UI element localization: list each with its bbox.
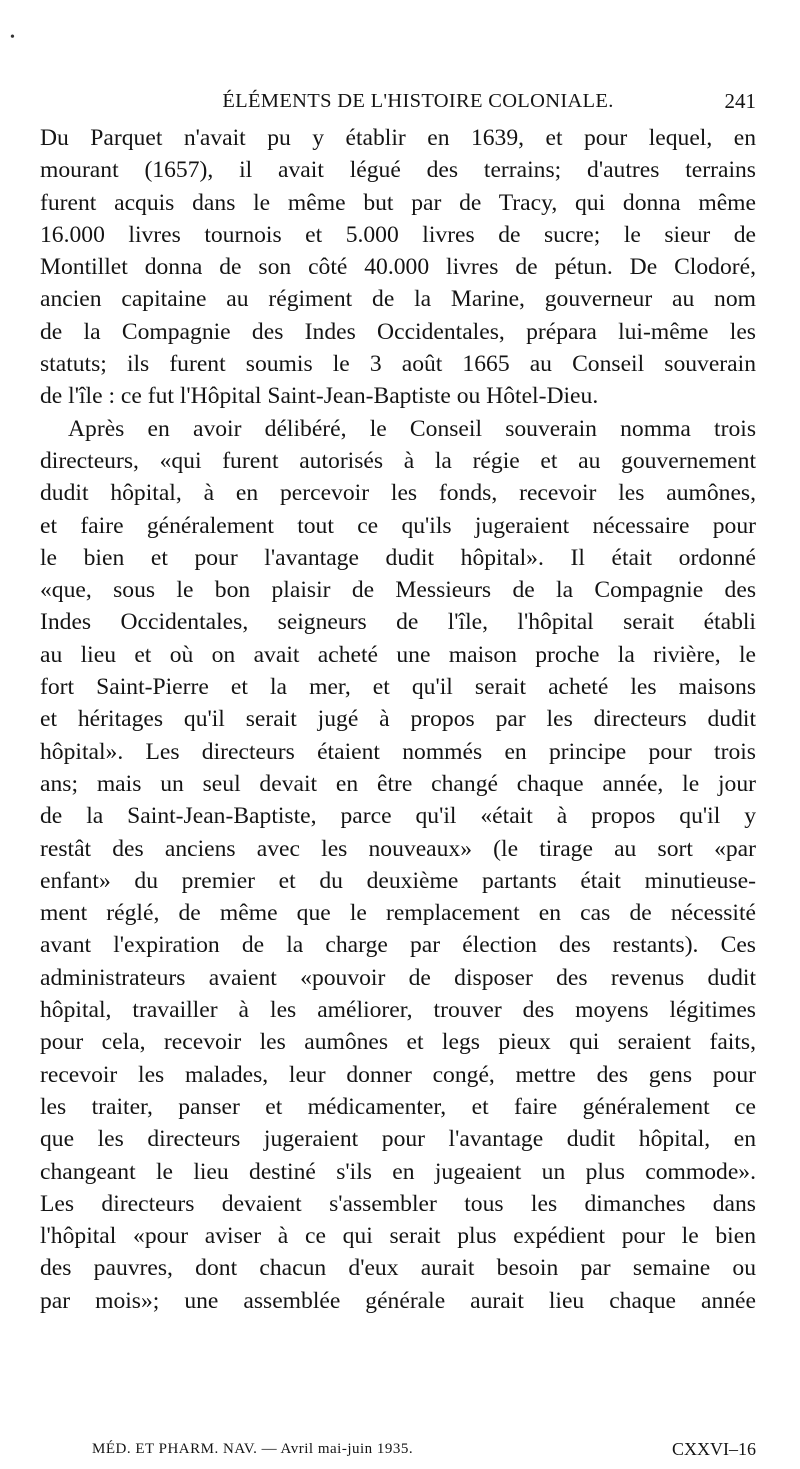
text-line: par mois»; une assemblée générale aurait lieu chaque année xyxy=(40,1287,756,1314)
text-line: les traiter, panser et médicamenter, et faire généralement ce xyxy=(40,1093,756,1120)
text-line: hôpital». Les directeurs étaient nommés en principe pour trois xyxy=(40,738,756,765)
paragraph-start-line: Après en avoir délibéré, le Conseil souverain nomma trois xyxy=(68,415,756,442)
text-line: dudit hôpital, à en percevoir les fonds, recevoir les aumônes, xyxy=(40,480,756,507)
text-line: recevoir les malades, leur donner congé, mettre des gens pour xyxy=(40,1061,756,1088)
text-line: restât des anciens avec les nouveaux» (le tirage au sort «par xyxy=(40,835,756,862)
text-line: 16.000 livres tournois et 5.000 livres de sucre; le sieur de xyxy=(40,221,756,248)
text-line: changeant le lieu destiné s'ils en jugeaient un plus commode». xyxy=(40,1158,756,1185)
text-line: Les directeurs devaient s'assembler tous les dimanches dans xyxy=(40,1190,756,1217)
text-line: l'hôpital «pour aviser à ce qui serait plus expédient pour le bien xyxy=(40,1223,756,1250)
text-line: directeurs, «qui furent autorisés à la régie et au gouvernement xyxy=(40,447,756,474)
text-line: ans; mais un seul devait en être changé chaque année, le jour xyxy=(40,770,756,797)
text-line: et faire généralement tout ce qu'ils jugeraient nécessaire pour xyxy=(40,512,756,539)
signature-code: CXXVI–16 xyxy=(672,1439,756,1459)
text-line: Montillet donna de son côté 40.000 livres de pétun. De Clodoré, xyxy=(40,254,756,281)
body-text xyxy=(40,122,756,1317)
running-header xyxy=(40,84,756,118)
text-line: au lieu et où on avait acheté une maison proche la rivière, le xyxy=(40,641,756,668)
page-number: 241 xyxy=(724,89,756,113)
text-line: pour cela, recevoir les aumônes et legs pieux qui seraient faits, xyxy=(40,1029,756,1056)
text-line: de la Saint-Jean-Baptiste, parce qu'il «était à propos qu'il y xyxy=(40,803,756,830)
header-title: ÉLÉMENTS DE L'HISTOIRE COLONIALE. xyxy=(222,90,614,112)
text-line: ment réglé, de même que le remplacement en cas de nécessité xyxy=(40,900,756,927)
text-line: fort Saint-Pierre et la mer, et qu'il serait acheté les maisons xyxy=(40,674,756,701)
text-line: Indes Occidentales, seigneurs de l'île, l'hôpital serait établi xyxy=(40,609,756,636)
page-footer xyxy=(40,1436,756,1462)
text-line: enfant» du premier et du deuxième partants était minutieuse- xyxy=(40,867,756,894)
margin-mark: • xyxy=(10,30,15,45)
text-line: administrateurs avaient «pouvoir de disposer des revenus dudit xyxy=(40,964,756,991)
text-line: Du Parquet n'avait pu y établir en 1639, et pour lequel, en xyxy=(40,125,756,151)
text-line: de l'île : ce fut l'Hôpital Saint-Jean-Baptiste ou Hôtel-Dieu. xyxy=(40,383,599,410)
journal-citation: MÉD. ET PHARM. NAV. — Avril mai-juin 1935. xyxy=(92,1441,414,1457)
text-line: des pauvres, dont chacun d'eux aurait besoin par semaine ou xyxy=(40,1255,756,1282)
text-line: statuts; ils furent soumis le 3 août 1665 au Conseil souverain xyxy=(40,351,756,378)
text-line: hôpital, travailler à les améliorer, trouver des moyens légitimes xyxy=(40,997,756,1024)
text-line: que les directeurs jugeraient pour l'avantage dudit hôpital, en xyxy=(40,1126,756,1153)
text-line: avant l'expiration de la charge par élection des restants). Ces xyxy=(40,932,756,959)
text-line: «que, sous le bon plaisir de Messieurs de la Compagnie des xyxy=(40,577,756,604)
text-line: le bien et pour l'avantage dudit hôpital». Il était ordonné xyxy=(40,544,756,571)
text-line: furent acquis dans le même but par de Tracy, qui donna même xyxy=(40,189,756,216)
text-line: mourant (1657), il avait légué des terrains; d'autres terrains xyxy=(40,157,756,184)
text-line: et héritages qu'il serait jugé à propos par les directeurs dudit xyxy=(40,706,756,733)
text-line: ancien capitaine au régiment de la Marine, gouverneur au nom xyxy=(40,286,756,313)
text-line: de la Compagnie des Indes Occidentales, prépara lui-même les xyxy=(40,318,756,345)
